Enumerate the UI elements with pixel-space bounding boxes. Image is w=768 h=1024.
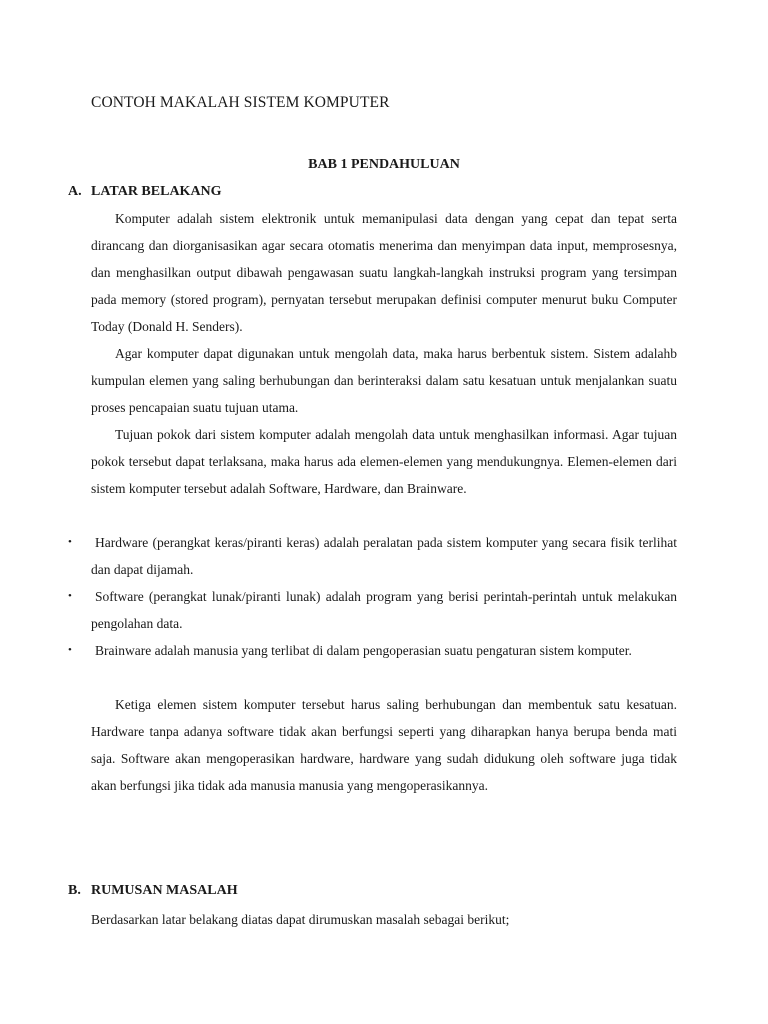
- bullet-marker: •: [68, 644, 72, 656]
- chapter-title-text: BAB 1 PENDAHULUAN: [308, 157, 460, 172]
- section-a-title: LATAR BELAKANG: [91, 184, 222, 199]
- bullet-marker: •: [68, 536, 72, 548]
- closing-paragraph: Ketiga elemen sistem komputer tersebut harus saling berhubungan dan membentuk satu kesatuan. Hardware tanpa adanya software tidak akan berfungsi seperti yang diharapkan hanya berupa benda mati saja. Software akan mengoperasikan hardware, hardware yang sudah didukung oleh software juga tidak akan berfungsi jika tidak ada manusia manusia yang mengoperasikannya.: [91, 697, 677, 793]
- paragraph-2: Agar komputer dapat digunakan untuk mengolah data, maka harus berbentuk sistem. Sistem adalahb kumpulan elemen yang saling berhubungan dan berinteraksi dalam satu kesatuan untuk menjalankan suatu proses pencapaian suatu tujuan utama.: [91, 346, 677, 415]
- bullet-brainware: [68, 637, 677, 664]
- bullet-text: Software (perangkat lunak/piranti lunak) adalah program yang berisi perintah-perintah untuk melakukan pengolahan data.: [91, 589, 677, 631]
- bullet-marker: •: [68, 590, 72, 602]
- section-b-number: B.: [68, 883, 81, 898]
- section-a-paragraphs: [91, 205, 677, 502]
- section-a-number: A.: [68, 184, 82, 199]
- section-b-intro-block: [91, 906, 677, 933]
- chapter-title: [0, 157, 768, 173]
- section-b-intro: Berdasarkan latar belakang diatas dapat dirumuskan masalah sebagai berikut;: [91, 912, 510, 927]
- bullet-software: [68, 583, 677, 637]
- section-a-heading: [68, 184, 222, 200]
- closing-paragraph-block: [91, 691, 677, 799]
- paragraph-1: Komputer adalah sistem elektronik untuk memanipulasi data dengan yang cepat dan tepat serta dirancang dan diorganisasikan agar secara otomatis menerima dan menyimpan data input, memprosesnya, dan menghasilkan output dibawah pengawasan suatu langkah-langkah instruksi program yang tersimpan pada memory (stored program), pernyatan tersebut merupakan definisi computer menurut buku Computer Today (Donald H. Senders).: [91, 211, 677, 334]
- section-b-title: RUMUSAN MASALAH: [91, 883, 238, 898]
- bullet-hardware: [68, 529, 677, 583]
- bullet-text: Hardware (perangkat keras/piranti keras) adalah peralatan pada sistem komputer yang secara fisik terlihat dan dapat dijamah.: [91, 535, 677, 577]
- bullet-text: Brainware adalah manusia yang terlibat di dalam pengoperasian suatu pengaturan sistem komputer.: [95, 643, 632, 658]
- element-bullet-list: [68, 529, 677, 664]
- paragraph-3: Tujuan pokok dari sistem komputer adalah mengolah data untuk menghasilkan informasi. Agar tujuan pokok tersebut dapat terlaksana, maka harus ada elemen-elemen yang mendukungnya. Elemen-elemen dari sistem komputer tersebut adalah Software, Hardware, dan Brainware.: [91, 427, 677, 496]
- section-b-heading: [68, 883, 238, 899]
- document-title: CONTOH MAKALAH SISTEM KOMPUTER: [91, 94, 390, 111]
